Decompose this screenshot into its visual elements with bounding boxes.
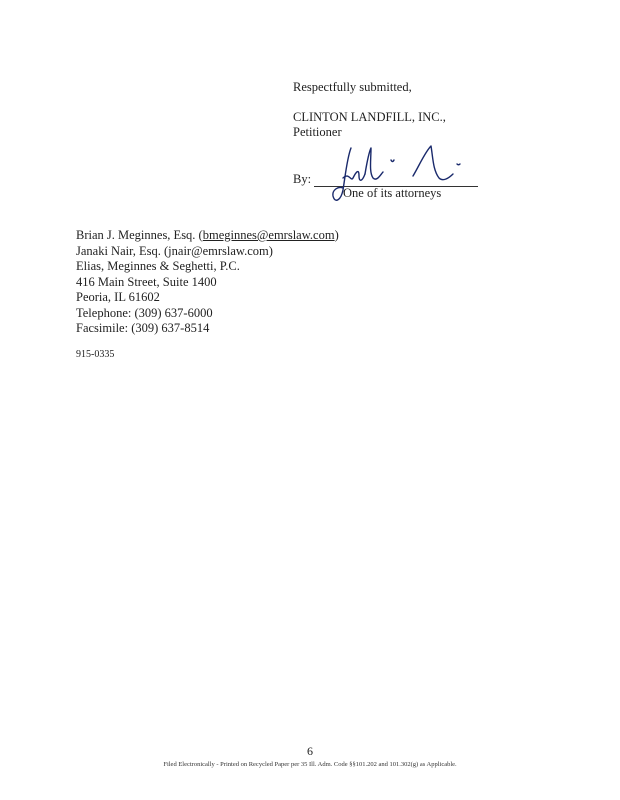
attorney-1-name: Brian J. Meginnes, Esq. ( [76,228,203,242]
file-number: 915-0335 [76,349,115,360]
petitioner-role: Petitioner [293,125,342,139]
attorney-1-suffix: ) [334,228,339,242]
petitioner-name: CLINTON LANDFILL, INC., [293,110,446,124]
footer-note: Filed Electronically - Printed on Recycled Paper per 35 Ill. Adm. Code §§101.202 and 101.302(g) as Applicable. [163,761,457,768]
signature-block [293,80,593,200]
attorney-1 [76,228,339,244]
closing-text: Respectfully submitted, [293,80,412,94]
address-line-2: Peoria, IL 61602 [76,290,160,304]
telephone: Telephone: (309) 637-6000 [76,305,213,320]
law-firm-name: Elias, Meginnes & Seghetti, P.C. [76,259,240,273]
attorney-contact-block [76,228,339,337]
address-line-1: 416 Main Street, Suite 1400 [76,274,217,289]
page-number: 6 [307,744,313,758]
attorney-1-email-link[interactable]: bmeginnes@emrslaw.com [202,228,335,242]
attorney-2: Janaki Nair, Esq. (jnair@emrslaw.com) [76,243,273,258]
by-label: By: [293,172,312,186]
signature-caption: One of its attorneys [343,186,442,200]
facsimile: Facsimile: (309) 637-8514 [76,321,210,335]
